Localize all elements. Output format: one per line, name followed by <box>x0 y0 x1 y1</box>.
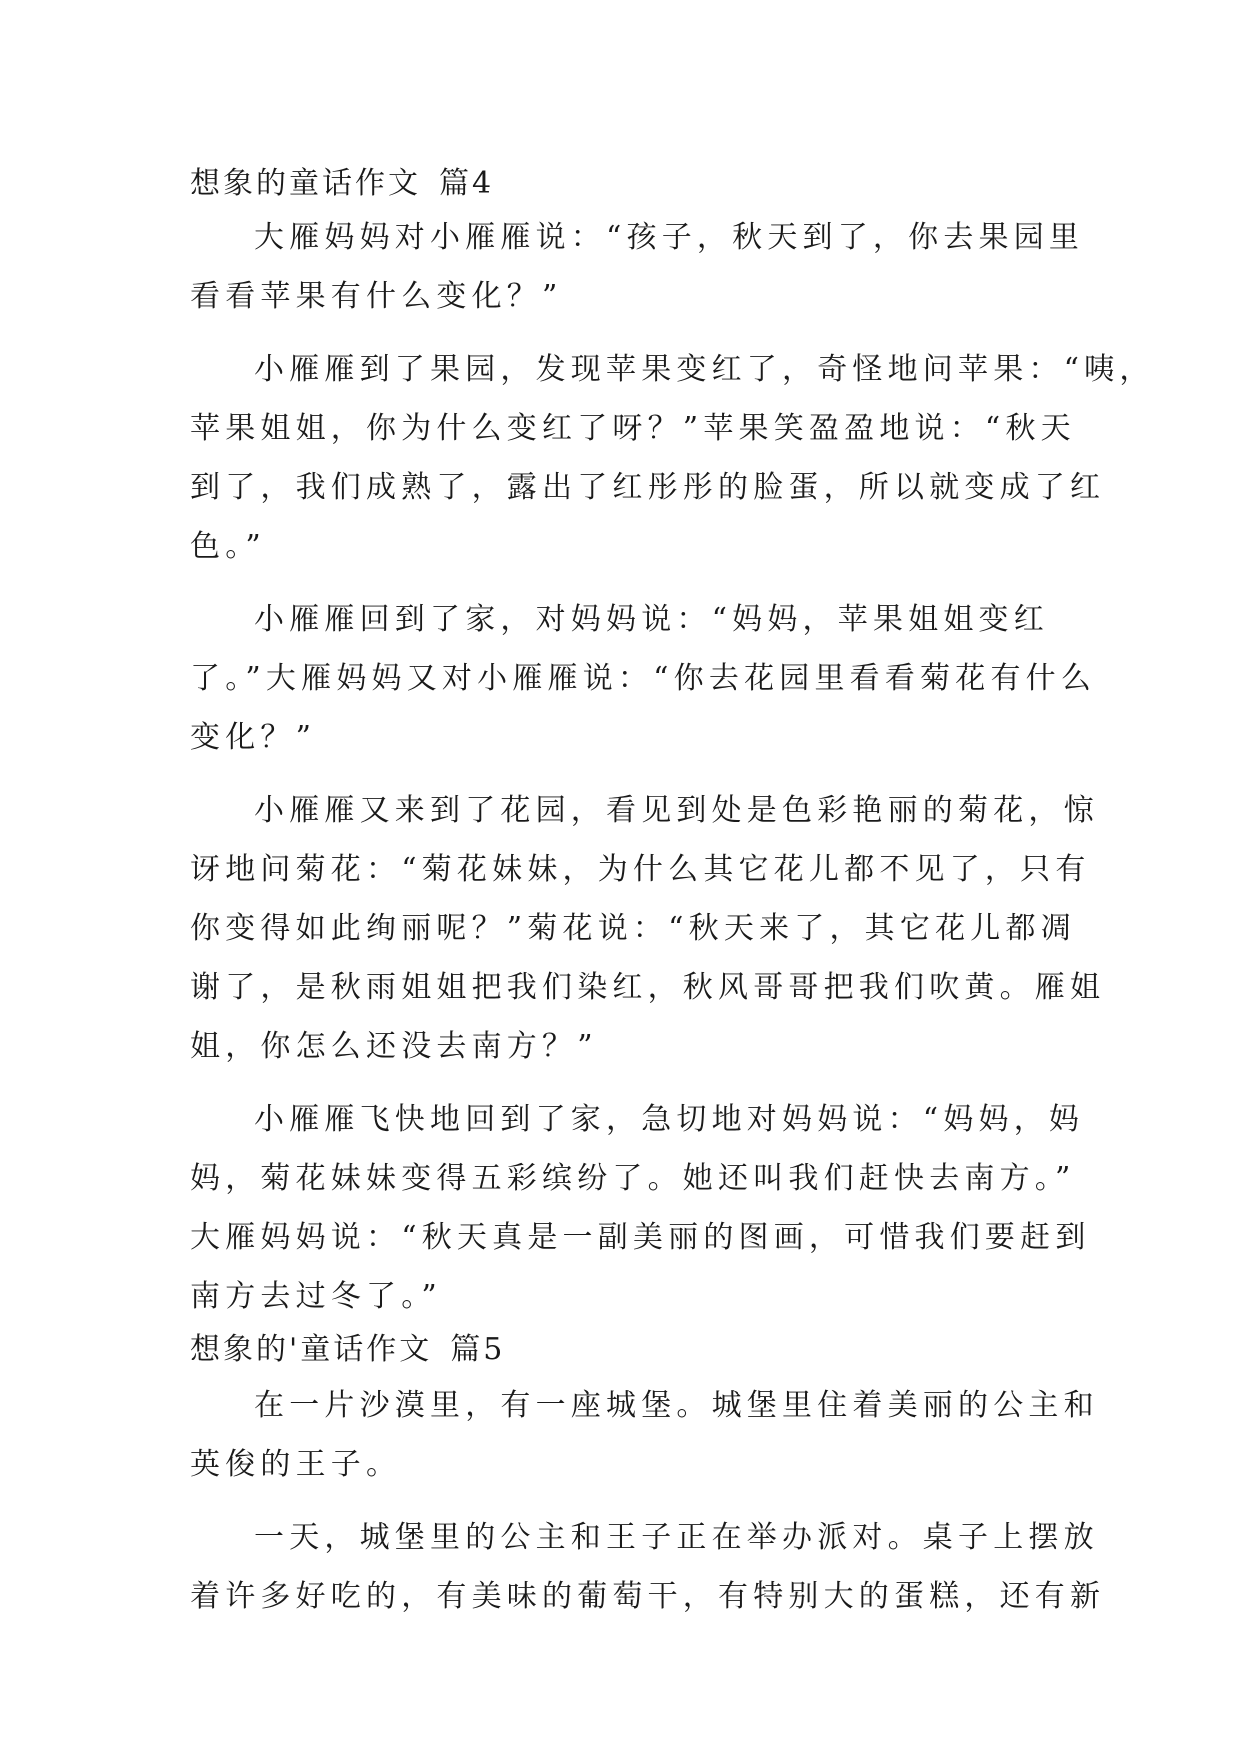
paragraph-line: 着许多好吃的，有美味的葡萄干，有特别大的蛋糕，还有新 <box>190 1579 1106 1614</box>
section-heading <box>190 160 1050 208</box>
paragraph-line: 苹果姐姐，你为什么变红了呀？”苹果笑盈盈地说：“秋天 <box>190 411 1076 446</box>
paragraph-line: 姐，你怎么还没去南方？” <box>190 1029 598 1064</box>
paragraph-line: 谢了，是秋雨姐姐把我们染红，秋风哥哥把我们吹黄。雁姐 <box>190 970 1106 1005</box>
section-heading <box>190 1326 1050 1374</box>
paragraph-line: 小雁雁到了果园，发现苹果变红了，奇怪地问苹果：“咦， <box>254 352 1155 387</box>
section-number: 篇4 <box>439 166 495 201</box>
paragraph-line: 了。”大雁妈妈又对小雁雁说：“你去花园里看看菊花有什么 <box>190 661 1097 696</box>
paragraph-line: 看看苹果有什么变化？” <box>190 279 563 314</box>
paragraph-line: 变化？” <box>190 720 317 755</box>
paragraph-line: 英俊的王子。 <box>190 1447 402 1482</box>
paragraph-line: 小雁雁飞快地回到了家，急切地对妈妈说：“妈妈，妈 <box>254 1102 1085 1137</box>
paragraph-line: 妈，菊花妹妹变得五彩缤纷了。她还叫我们赶快去南方。” <box>190 1161 1076 1196</box>
paragraph <box>190 590 1097 767</box>
paragraph-line: 小雁雁回到了家，对妈妈说：“妈妈，苹果姐姐变红 <box>254 602 1049 637</box>
paragraph-line: 讶地问菊花：“菊花妹妹，为什么其它花儿都不见了，只有 <box>190 852 1091 887</box>
paragraph-line: 小雁雁又来到了花园，看见到处是色彩艳丽的菊花，惊 <box>254 793 1099 828</box>
paragraph <box>190 1376 1099 1494</box>
document-page <box>190 160 1155 1626</box>
paragraph <box>190 1508 1106 1626</box>
paragraph-line: 你变得如此绚丽呢？”菊花说：“秋天来了，其它花儿都凋 <box>190 911 1076 946</box>
paragraph <box>190 340 1155 576</box>
paragraph <box>190 1090 1091 1326</box>
section-number: 篇5 <box>450 1332 506 1367</box>
paragraph-line: 色。” <box>190 529 266 564</box>
paragraph-line: 在一片沙漠里，有一座城堡。城堡里住着美丽的公主和 <box>254 1388 1099 1423</box>
paragraph-line: 大雁妈妈说：“秋天真是一副美丽的图画，可惜我们要赶到 <box>190 1220 1091 1255</box>
paragraph-line: 大雁妈妈对小雁雁说：“孩子，秋天到了，你去果园里 <box>254 220 1085 255</box>
paragraph-line: 南方去过冬了。” <box>190 1279 442 1314</box>
section-title: 想象的'童话作文 <box>190 1332 433 1367</box>
paragraph <box>190 208 1085 326</box>
paragraph-line: 一天，城堡里的公主和王子正在举办派对。桌子上摆放 <box>254 1520 1099 1555</box>
section-title: 想象的童话作文 <box>190 166 421 201</box>
paragraph <box>190 781 1106 1076</box>
paragraph-line: 到了，我们成熟了，露出了红彤彤的脸蛋，所以就变成了红 <box>190 470 1106 505</box>
